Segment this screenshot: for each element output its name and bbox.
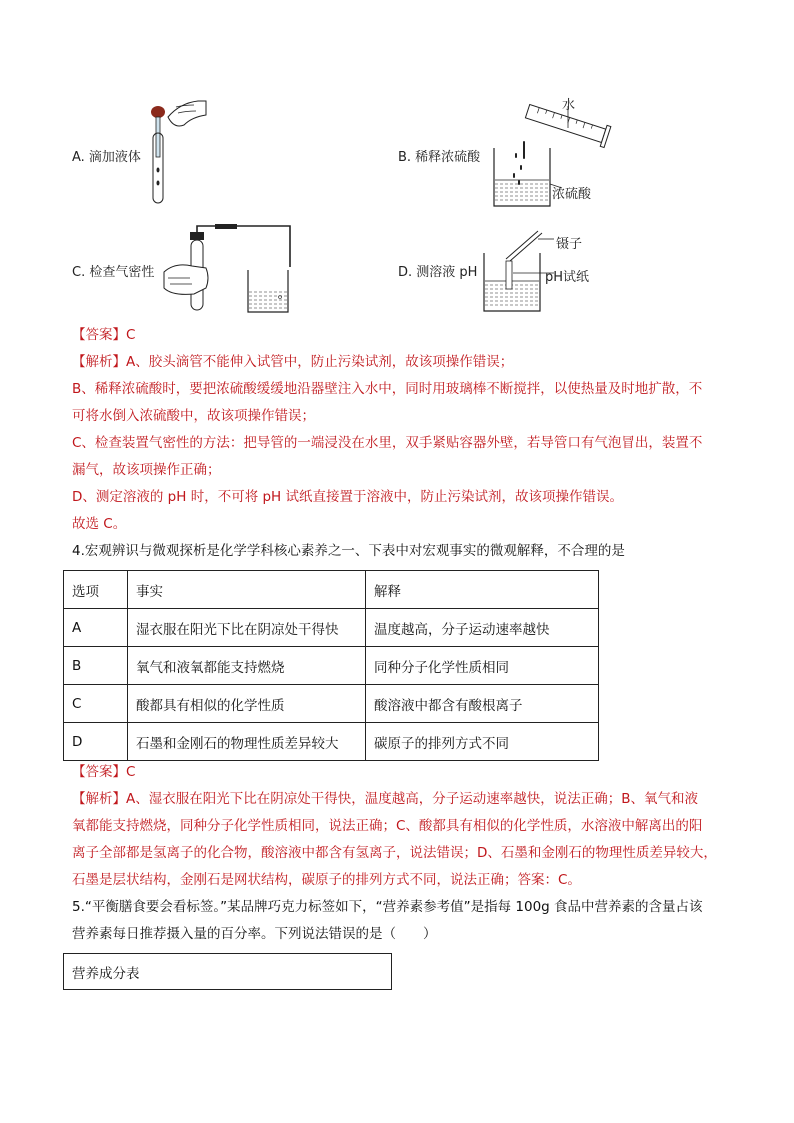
q3-analysis-line-7: 故选 C。 (72, 516, 127, 532)
table-cell: 湿衣服在阳光下比在阴凉处干得快 (128, 609, 366, 647)
airtightness-figure (160, 222, 295, 317)
q3-analysis-line-5: 漏气，故该项操作正确； (72, 462, 221, 478)
nutrition-table (63, 953, 392, 990)
table-header-cell: 事实 (128, 571, 366, 609)
table-row (64, 609, 599, 647)
answer-tag: 【答案】 (72, 764, 126, 780)
analysis-tag: 【解析】 (72, 791, 126, 807)
answer-tag: 【答案】 (72, 327, 126, 343)
dilution-figure (488, 96, 613, 211)
dropper-figure (140, 95, 210, 210)
acid-label: 浓硫酸 (552, 187, 592, 202)
tweezers-label: 镊子 (556, 237, 583, 252)
q3-analysis-line-1: 【解析】A、胶头滴管不能伸入试管中，防止污染试剂，故该项操作错误； (72, 354, 514, 370)
table-cell: D (64, 723, 128, 761)
q3-answer-line (72, 322, 135, 349)
q4-analysis-line-3: 离子全部都是氢离子的化合物，酸溶液中都含有氢离子，说法错误；D、石墨和金刚石的物理性质差异较大， (72, 845, 717, 861)
water-label: 水 (562, 98, 576, 113)
table-cell: 温度越高，分子运动速率越快 (366, 609, 599, 647)
table-header-row (64, 571, 599, 609)
ph-paper-label: pH试纸 (545, 270, 590, 285)
table-row (64, 685, 599, 723)
table-cell: B (64, 647, 128, 685)
q4-analysis-line-2: 氧都能支持燃烧，同种分子化学性质相同，说法正确；C、酸都具有相似的化学性质，水溶液中解离出的阳 (72, 818, 703, 834)
table-cell: 氧气和液氧都能支持燃烧 (128, 647, 366, 685)
table-header-cell: 解释 (366, 571, 599, 609)
q4-answer-line (72, 759, 135, 786)
table-cell: 同种分子化学性质相同 (366, 647, 599, 685)
table-cell: 碳原子的排列方式不同 (366, 723, 599, 761)
q3-analysis-line-6: D、测定溶液的 pH 时，不可将 pH 试纸直接置于溶液中，防止污染试剂，故该项操作错误。 (72, 489, 624, 505)
facts-table (63, 570, 599, 761)
answer-value: C (126, 327, 136, 343)
option-c-label: C. 检查气密性 (72, 265, 155, 280)
q5-question-line-2: 营养素每日推荐摄入量的百分率。下列说法错误的是（ ） (72, 926, 437, 942)
table-cell: C (64, 685, 128, 723)
q5-question-line-1: 5.“平衡膳食要会看标签。”某品牌巧克力标签如下，“营养素参考值”是指每 100g 食品中营养素的含量占该 (72, 899, 703, 915)
table-cell: 石墨和金刚石的物理性质差异较大 (128, 723, 366, 761)
q4-question: 4.宏观辨识与微观探析是化学学科核心素养之一、下表中对宏观事实的微观解释，不合理的是 (72, 543, 625, 559)
table-cell: A (64, 609, 128, 647)
nutrition-table-title: 营养成分表 (72, 966, 140, 982)
q3-analysis-line-2: B、稀释浓硫酸时，要把浓硫酸缓缓地沿器壁注入水中，同时用玻璃棒不断搅拌，以使热量及时地扩散，不 (72, 381, 703, 397)
table-row (64, 647, 599, 685)
table-header-cell: 选项 (64, 571, 128, 609)
ph-test-figure (480, 225, 555, 315)
q3-analysis-line-4: C、检查装置气密性的方法：把导管的一端浸没在水里，双手紧贴容器外壁，若导管口有气泡冒出，装置不 (72, 435, 703, 451)
option-d-label: D. 测溶液 pH (398, 265, 478, 280)
analysis-tag: 【解析】 (72, 354, 126, 370)
q4-analysis-line-1: 【解析】A、湿衣服在阳光下比在阴凉处干得快，温度越高，分子运动速率越快，说法正确；B、氧气和液 (72, 791, 698, 807)
option-b-label: B. 稀释浓硫酸 (398, 150, 481, 165)
q4-analysis-line-4: 石墨是层状结构，金刚石是网状结构，碳原子的排列方式不同，说法正确；答案：C。 (72, 872, 581, 888)
table-row (64, 723, 599, 761)
option-a-label: A. 滴加液体 (72, 150, 141, 165)
table-cell: 酸溶液中都含有酸根离子 (366, 685, 599, 723)
q3-analysis-line-3: 可将水倒入浓硫酸中，故该项操作错误； (72, 408, 315, 424)
table-cell: 酸都具有相似的化学性质 (128, 685, 366, 723)
answer-value: C (126, 764, 136, 780)
